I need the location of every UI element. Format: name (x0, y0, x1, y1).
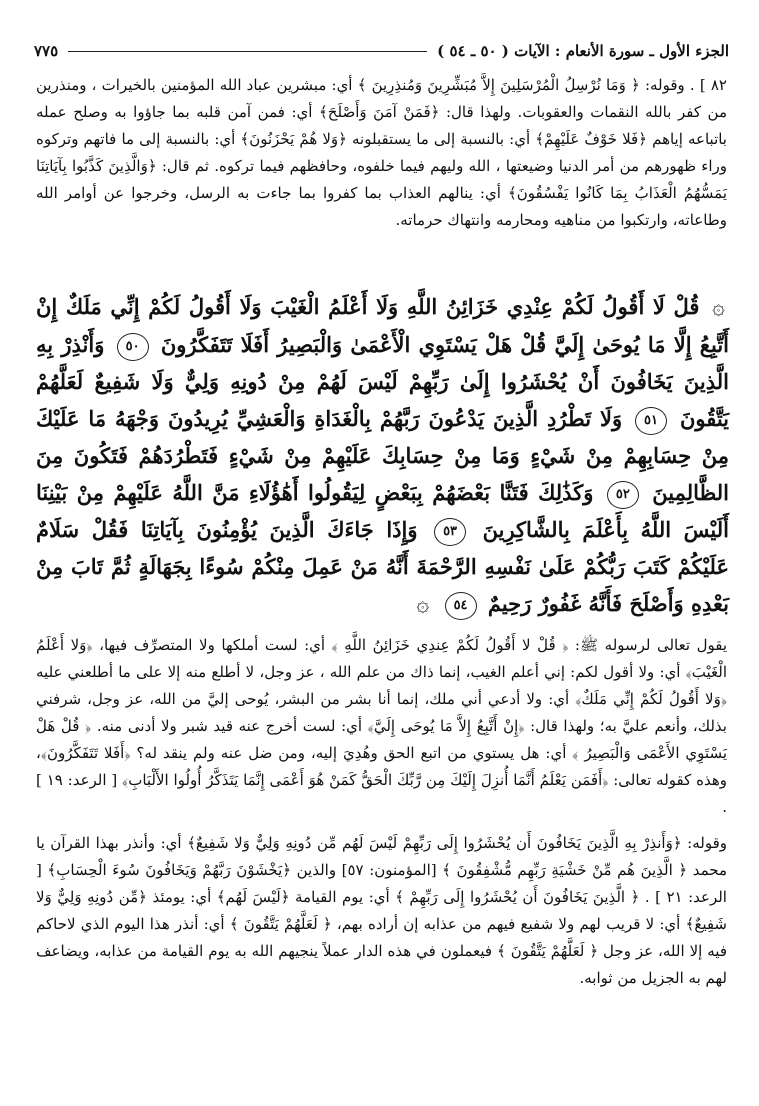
quran-passage (36, 288, 729, 618)
opening-ornament-icon: ۞ (712, 295, 725, 320)
verse-number-marker: ٥١ (635, 407, 667, 435)
verse-text: وَلَا تَطْرُدِ الَّذِينَ يَدْعُونَ رَبَّهُمْ بِالْغَدَاةِ وَالْعَشِيِّ يُرِيدُونَ وَجْهَهُ مَا عَلَيْكَ مِنْ حِسَابِهِمْ مِنْ شَيْءٍ وَمَا مِنْ حِسَابِكَ عَلَيْهِمْ مِنْ شَيْءٍ فَتَطْرُدَهُمْ فَتَكُونَ مِنَ الظَّالِمِينَ (36, 406, 730, 505)
verse-text: وَإِذَا جَاءَكَ الَّذِينَ يُؤْمِنُونَ بِآيَاتِنَا فَقُلْ سَلَامٌ عَلَيْكُمْ كَتَبَ رَبُّكُمْ عَلَىٰ نَفْسِهِ الرَّحْمَةَ أَنَّهُ مَنْ عَمِلَ مِنْكُمْ سُوءًا بِجَهَالَةٍ ثُمَّ تَابَ مِنْ بَعْدِهِ وَأَصْلَحَ فَأَنَّهُ غَفُورٌ رَحِيمٌ (36, 517, 729, 616)
closing-ornament-icon: ۞ (416, 592, 430, 617)
commentary-main (36, 632, 727, 821)
verse-text: وَكَذَٰلِكَ فَتَنَّا بَعْضَهُمْ بِبَعْضٍ لِيَقُولُوا أَهَٰؤُلَاءِ مَنَّ اللَّهُ عَلَيْهِمْ مِنْ بَيْنِنَا أَلَيْسَ اللَّهُ بِأَعْلَمَ بِالشَّاكِرِينَ (36, 480, 729, 542)
verse-text: وَأَنْذِرْ بِهِ الَّذِينَ يَخَافُونَ أَنْ يُحْشَرُوا إِلَىٰ رَبِّهِمْ لَيْسَ لَهُمْ مِنْ دُونِهِ وَلِيٌّ وَلَا شَفِيعٌ لَعَلَّهُمْ يَتَّقُونَ (36, 332, 730, 431)
verse-number-marker: ٥٠ (117, 333, 149, 361)
verse-number-marker: ٥٤ (445, 592, 477, 620)
commentary-intro-paragraph: ٨٢ ] . وقوله: ﴿ وَمَا نُرْسِلُ الْمُرْسَلِينَ إِلاَّ مُبَشِّرِينَ وَمُنذِرِينَ ﴾ أي: مبشرين عباد الله المؤمنين بالخيرات ، ومنذرين من كفر بالله النقمات والعقوبات. ولهذا قال: ﴿فَمَنْ آمَنَ وَأَصْلَحَ﴾ أي: فمن آمن قلبه بما جاؤوا به وصلح عمله باتباعه إياهم ﴿فَلا خَوْفٌ عَلَيْهِمْ﴾ أي: بالنسبة إلى ما يستقبلونه ﴿وَلا هُمْ يَحْزَنُونَ﴾ أي: بالنسبة إلى ما فاتهم وتركوه وراء ظهورهم من أمر الدنيا وضيعتها ، الله وليهم فيما خلفوه، وحافظهم فيما تركوه. ثم قال: ﴿وَالَّذِينَ كَذَّبُوا بِآيَاتِنَا يَمَسُّهُمُ الْعَذَابُ بِمَا كَانُوا يَفْسُقُونَ﴾ أي: ينالهم العذاب بما كفروا بما جاءت به الرسل، وخرجوا عن أوامر الله وطاعاته، وارتكبوا من مناهيه ومحارمه وانتهاك حرماته. (36, 76, 727, 229)
commentary-intro (36, 72, 727, 234)
verse-number-marker: ٥٢ (607, 481, 639, 509)
commentary-final-paragraph: وقوله: ﴿وَأَنذِرْ بِهِ الَّذِينَ يَخَافُونَ أَن يُحْشَرُوا إِلَى رَبِّهِمْ لَيْسَ لَهُم مِّن دُونِهِ وَلِيٌّ وَلا شَفِيعٌ﴾ أي: وأنذر بهذا القرآن يا محمد ﴿ الَّذِينَ هُم مِّنْ خَشْيَةِ رَبِّهِم مُّشْفِقُونَ ﴾ [المؤمنون: ٥٧] والذين ﴿يَخْشَوْنَ رَبَّهُمْ وَيَخَافُونَ سُوءَ الْحِسَابِ﴾ [ الرعد: ٢١ ] . ﴿ الَّذِينَ يَخَافُونَ أَن يُحْشَرُوا إِلَى رَبِّهِمْ ﴾ أي: يوم القيامة ﴿لَيْسَ لَهُم﴾ أي: يومئذ ﴿مِّن دُونِهِ وَلِيٌّ وَلا شَفِيعٌ﴾ أي: لا قريب لهم ولا شفيع فيهم من عذابه إن أراده بهم، ﴿ لَعَلَّهُمْ يَتَّقُونَ ﴾ أي: أنذر هذا اليوم الذي لاحاكم فيه إلا الله، عز وجل ﴿ لَعَلَّهُمْ يَتَّقُونَ ﴾ فيعملون في هذه الدار عملاً ينجيهم الله به يوم القيامة من عذابه، ويضاعف لهم به الجزيل من ثوابه. (36, 834, 727, 987)
commentary-final (36, 830, 727, 992)
header-rule (68, 51, 427, 52)
page-number: ٧٧٥ (34, 42, 59, 60)
verse-number-marker: ٥٣ (434, 518, 466, 546)
running-header (34, 38, 729, 64)
running-title: الجزء الأول ـ سورة الأنعام : الآيات ( ٥٠ ـ ٥٤ ) (437, 42, 729, 60)
commentary-main-paragraph: يقول تعالى لرسوله ﷺ: ﴿ قُلْ لا أَقُولُ لَكُمْ عِندِي خَزَائِنُ اللَّهِ ﴾ أي: لست أملكها ولا المتصرِّف فيها، ﴿وَلا أَعْلَمُ الْغَيْبَ﴾ أي: ولا أقول لكم: إني أعلم الغيب، إنما ذاك من علم الله ، عز وجل، لا أطلع منه إلا على ما أطلعني عليه ﴿وَلا أَقُولُ لَكُمْ إِنِّي مَلَكٌ﴾ أي: ولا أدعي أني ملك، إنما أنا بشر من البشر، يُوحى إليَّ من الله، عز وجل، شرفني بذلك، وأنعم عليَّ به؛ ولهذا قال: ﴿إِنْ أَتَّبِعُ إِلاَّ مَا يُوحَى إِلَيَّ﴾ أي: لست أخرج عنه قيد شبر ولا أدنى منه. ﴿ قُلْ هَلْ يَسْتَوِي الأَعْمَى وَالْبَصِيرُ ﴾ أي: هل يستوي من اتبع الحق وهُدِيَ إليه، ومن ضل عنه ولم ينقد له؟ ﴿أَفَلا تَتَفَكَّرُونَ﴾، وهذه كقوله تعالى: ﴿أَفَمَن يَعْلَمُ أَنَّمَا أُنزِلَ إِلَيْكَ مِن رَّبِّكَ الْحَقُّ كَمَنْ هُوَ أَعْمَى إِنَّمَا يَتَذَكَّرُ أُولُوا الأَلْبَابِ﴾ [ الرعد: ١٩ ] . (36, 636, 727, 816)
verse-text: قُلْ لَا أَقُولُ لَكُمْ عِنْدِي خَزَائِنُ اللَّهِ وَلَا أَعْلَمُ الْغَيْبَ وَلَا أَقُولُ لَكُمْ إِنِّي مَلَكٌ إِنْ أَتَّبِعُ إِلَّا مَا يُوحَىٰ إِلَيَّ قُلْ هَلْ يَسْتَوِي الْأَعْمَىٰ وَالْبَصِيرُ أَفَلَا تَتَفَكَّرُونَ (36, 294, 730, 357)
